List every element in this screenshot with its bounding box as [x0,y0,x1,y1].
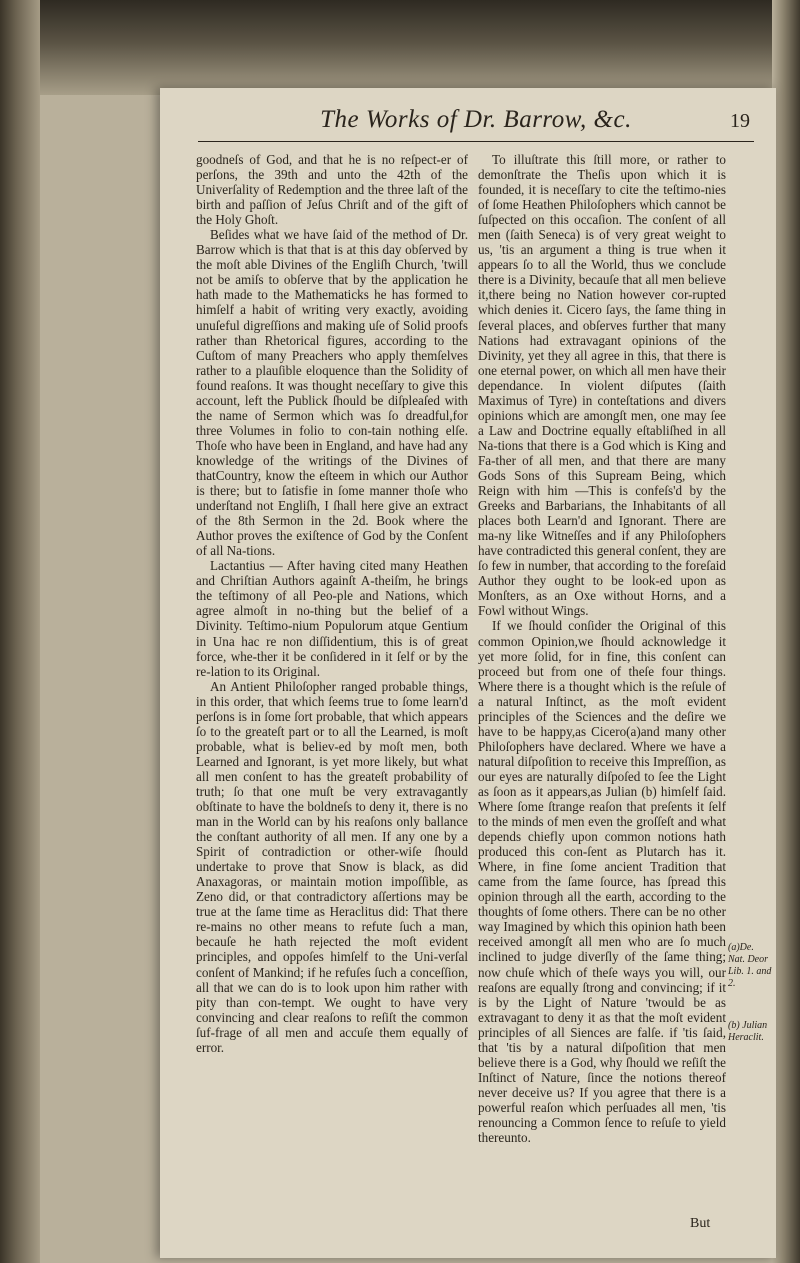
scan-left-edge [0,0,40,1263]
right-column [478,152,726,1145]
paragraph: To illuſtrate this ſtill more, or rather to demonſtrate the Theſis upon which it is founded, it is neceſſary to cite the teſtimo-nies of ſome Heathen Philoſophers which cannot be ſuſpected on this occaſion. The conſent of all men (ſaith Seneca) is of very great weight to us, 'tis an argument a thing is true when it appears ſo to all the World, thus we conclude there is a Divinity, becauſe that all men believe it,there being no Nation however cor-rupted which denies it. Cicero ſays, the ſame thing in ſeveral places, and obſerves further that many Nations had extravagant opinions of the Divinity, yet they all agree in this, that there is one eternal power, on which all men have their dependance. In violent diſputes (ſaith Maximus of Tyre) in conteſtations and divers opinions which are amongſt men, one may ſee a Law and Doctrine equally eſtabliſhed in all Na-tions that there is a God which is King and Fa-ther of all men, and that there are many Gods Sons of this Supream Being, which Reign with him —This is confeſs'd by the Greeks and Barbarians, the Inhabitants of all places both Learn'd and Ignorant. There are ma-ny like Witneſſes and if any Philoſophers have contradicted this general conſent, they are ſo few in number, that according to the foreſaid Author they ought to be look-ed upon as Monſters, as an Oxe without Horns, and a Fowl without Wings. [478,152,726,619]
margin-note: (a)De. Nat. Deor Lib. 1. and 2. [728,942,772,989]
left-column [196,152,468,1055]
paragraph: If we ſhould conſider the Original of this common Opinion,we ſhould acknowledge it yet more ſolid, for in fine, this conſent can proceed but from one of theſe four things. Where there is a thought which is the reſule of a natural Inſtinct, as the moſt evident principles of the Sciences and the deſire we have to be happy,as Cicero(a)and many other Philoſophers have declared. Where we have a natural diſpoſition to receive this Impreſſion, as our eyes are naturally diſpoſed to ſee the Light as ſoon as it appears,as Julian (b) himſelf ſaid. Where ſome ſtrange reaſon that preſents it ſelf to the minds of men even the groſſeſt and what depends chiefly upon common notions hath produced this con-ſent as Plutarch has it. Where, in fine ſome ancient Tradition that came from the ſame ſource, has ſpread this opinion through all the earth, according to the thoughts of ſome others. There can be no other way Imagined by which this opinion hath been received amongſt all men who are ſo much inclined to judge diverſly of the ſame thing; now chuſe which of theſe ways you will, our reaſons are equally ſtrong and convincing; if it is by the Light of Nature 'twould be as extravagant to deny it as that the moſt evident principles of all Siences are falſe. if 'tis ſaid, that 'tis by a natural diſpoſition that men believe there is a God, why ſhould we reſiſt the Inſtinct of Nature, ſince the notions thereof never deceive us? If you agree that there is a powerful reaſon which perſuades all men, 'tis renouncing a Common ſence to reſuſe to yield thereunto. [478,618,726,1146]
catchword: But [690,1216,711,1231]
margin-notes [728,942,772,1074]
paragraph: goodneſs of God, and that he is no reſpect-er of perſons, the 39th and unto the 42th of the Univerſality of Redemption and the three laſt of the birth and paſſion of Jeſus Chriſt and of the gift of the Holy Ghoſt. [196,152,468,228]
paragraph: Beſides what we have ſaid of the method of Dr. Barrow which is that that is at this day obſerved by the moſt able Divines of the Engliſh Church, 'twill not be amiſs to obſerve that by the application he hath made to the Mathematicks he has formed to himſelf a habit of writing very exactly, avoiding unuſeful digreſſions and making uſe of Solid proofs rather than Rhetorical figures, according to the Cuſtom of many Preachers who apply themſelves rather to a plauſible eloquence than the Solidity of found reaſons. It was thought neceſſary to give this account, left the Publick ſhould be diſpleaſed with the name of Sermon which was ſo dreadful,for three Volumes in folio to con-tain nothing elſe. Thoſe who have been in England, and have had any knowledge of the writings of the Divines of thatCountry, know the eſteem in which our Author is there; but to ſatisfie in ſome manner thoſe who underſtand not Engliſh, I ſhall here give an extract of the 8th Sermon in the 2d. Book where the Author proves the exiſtence of God by the Conſent of all Na-tions. [196,227,468,559]
running-title: The Works of Dr. Barrow, &c. [320,106,632,133]
page-number: 19 [730,110,750,132]
paragraph: An Antient Philoſopher ranged probable things, in this order, that which ſeems true to ſome learn'd perſons is in ſome ſort probable, that which appears ſo to the greateſt part or to all the Learned, is moſt probable, what is believ-ed by moſt men, both Learned and Ignorant, is yet more likely, but what all men conſent to has the greateſt probability of truth; ſo that one muſt be very extravagantly obſtinate to have the boldneſs to deny it, there is no man in the World can by his reaſons only ballance the conſtant authority of all men. If any one by a Spirit of contradiction or other-wiſe ſhould undertake to prove that Snow is black, as did Anaxagoras, or maintain motion impoſſible, as Zeno did, or that contradictory aſſertions may be true at the ſame time as Heraclitus did: That there re-mains no other means to refute ſuch a man, becauſe he hath rejected the moſt evident principles, and oppoſes himſelf to the Uni-verſal conſent of Mankind; if he refuſes ſuch a conceſſion, all that we can do is to look upon him rather with pity than con-tempt. We ought to have very convincing and clear reaſons to reſiſt the common ſuf-frage of all men and accuſe them equally of error. [196,678,468,1055]
paragraph: Lactantius — After having cited many Heathen and Chriſtian Authors againſt A-theiſm, he brings the teſtimony of all Peo-ple and Nations, which agree almoſt in no-thing but the belief of a Divinity. Teſtimo-nium Populorum atque Gentium in Una hac re non diſſidentium, this is of great force, whe-ther it be conſidered in it ſelf or by the re-lation to its Original. [196,558,468,679]
margin-note: (b) Julian Heraclit. [728,1020,768,1043]
scan-right-edge [772,0,800,1263]
scan-top-edge [0,0,800,95]
running-head [198,106,754,142]
book-page [160,88,776,1258]
